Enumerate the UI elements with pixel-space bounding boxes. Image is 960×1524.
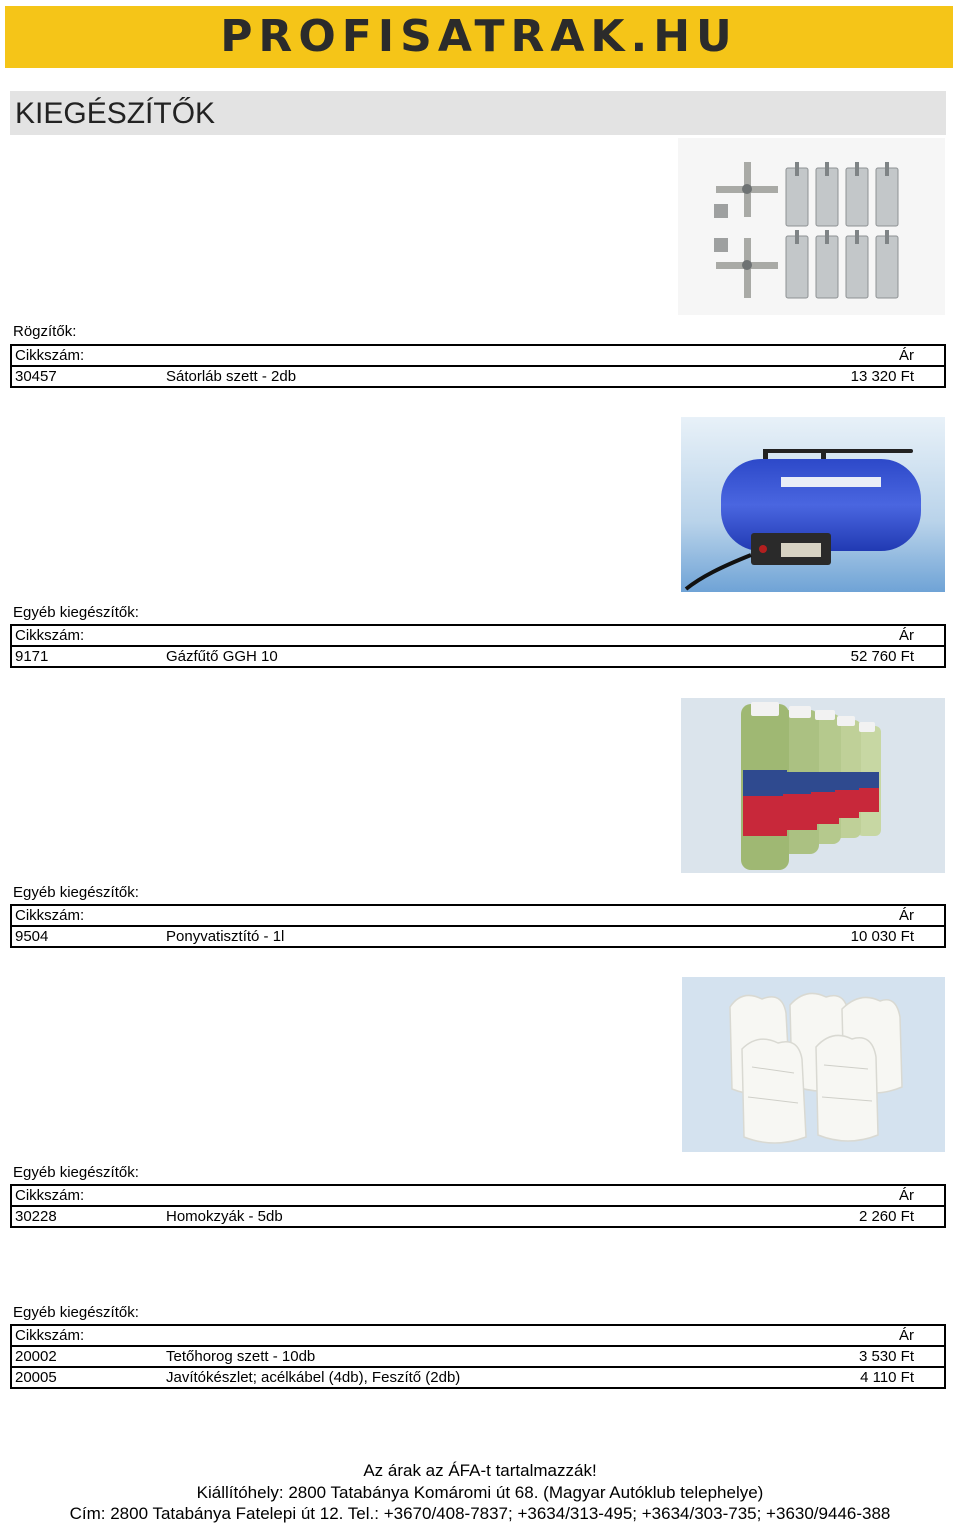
- product-code: 30228: [11, 1206, 163, 1227]
- brand-banner: [5, 6, 953, 68]
- product-table: [10, 1324, 946, 1389]
- product-price: 4 110 Ft: [791, 1367, 945, 1388]
- product-code: 20002: [11, 1346, 163, 1367]
- product-name: Javítókészlet; acélkábel (4db), Feszítő (2db): [163, 1367, 791, 1388]
- name-header: [163, 1325, 791, 1346]
- table-header-row: [11, 345, 945, 366]
- product-code: 30457: [11, 366, 163, 387]
- product-table: [10, 1184, 946, 1228]
- product-price: 52 760 Ft: [791, 646, 945, 667]
- product-price: 3 530 Ft: [791, 1346, 945, 1367]
- product-table: [10, 904, 946, 948]
- product-price: 10 030 Ft: [791, 926, 945, 947]
- showroom-address: Kiállítóhely: 2800 Tatabánya Komáromi út 68. (Magyar Autóklub telephelye): [196, 1483, 764, 1502]
- name-header: [163, 345, 791, 366]
- gas-heater-photo: [681, 417, 945, 592]
- price-header: Ár: [791, 625, 945, 646]
- table-header-row: [11, 625, 945, 646]
- table-row: [11, 1206, 945, 1227]
- product-code: 9171: [11, 646, 163, 667]
- product-name: Sátorláb szett - 2db: [163, 366, 791, 387]
- code-header: Cikkszám:: [11, 345, 163, 366]
- code-header: Cikkszám:: [11, 905, 163, 926]
- product-table: [10, 624, 946, 668]
- code-header: Cikkszám:: [11, 625, 163, 646]
- product-name: Homokzyák - 5db: [163, 1206, 791, 1227]
- tent-foot-set-photo: [678, 138, 945, 315]
- table-row: [11, 1367, 945, 1388]
- product-table: [10, 344, 946, 388]
- table-header-row: [11, 1325, 945, 1346]
- product-name: Ponyvatisztító - 1l: [163, 926, 791, 947]
- product-price: 2 260 Ft: [791, 1206, 945, 1227]
- page-title: KIEGÉSZÍTŐK: [15, 97, 216, 130]
- table-row: [11, 1346, 945, 1367]
- price-header: Ár: [791, 345, 945, 366]
- code-header: Cikkszám:: [11, 1185, 163, 1206]
- contact-address: Cím: 2800 Tatabánya Fatelepi út 12. Tel.: +3670/408-7837; +3634/313-495; +3634/303-735; +3630/9446-388: [69, 1504, 891, 1523]
- cleaner-bottles-photo: [681, 698, 945, 873]
- name-header: [163, 1185, 791, 1206]
- product-name: Tetőhorog szett - 10db: [163, 1346, 791, 1367]
- table-row: [11, 926, 945, 947]
- table-header-row: [11, 1185, 945, 1206]
- table-header-row: [11, 905, 945, 926]
- table-row: [11, 366, 945, 387]
- price-header: Ár: [791, 1185, 945, 1206]
- brand-logo: PROFISATRAK.HU: [220, 11, 738, 62]
- category-label: Rögzítők:: [13, 323, 77, 340]
- name-header: [163, 625, 791, 646]
- category-label: Egyéb kiegészítők:: [13, 884, 139, 901]
- category-label: Egyéb kiegészítők:: [13, 1304, 139, 1321]
- category-label: Egyéb kiegészítők:: [13, 1164, 139, 1181]
- sandbags-photo: [682, 977, 945, 1152]
- vat-note: Az árak az ÁFA-t tartalmazzák!: [363, 1461, 597, 1480]
- page-title-bar: [10, 91, 946, 135]
- table-row: [11, 646, 945, 667]
- price-header: Ár: [791, 905, 945, 926]
- price-header: Ár: [791, 1325, 945, 1346]
- code-header: Cikkszám:: [11, 1325, 163, 1346]
- product-code: 20005: [11, 1367, 163, 1388]
- product-name: Gázfűtő GGH 10: [163, 646, 791, 667]
- category-label: Egyéb kiegészítők:: [13, 604, 139, 621]
- product-price: 13 320 Ft: [791, 366, 945, 387]
- product-code: 9504: [11, 926, 163, 947]
- name-header: [163, 905, 791, 926]
